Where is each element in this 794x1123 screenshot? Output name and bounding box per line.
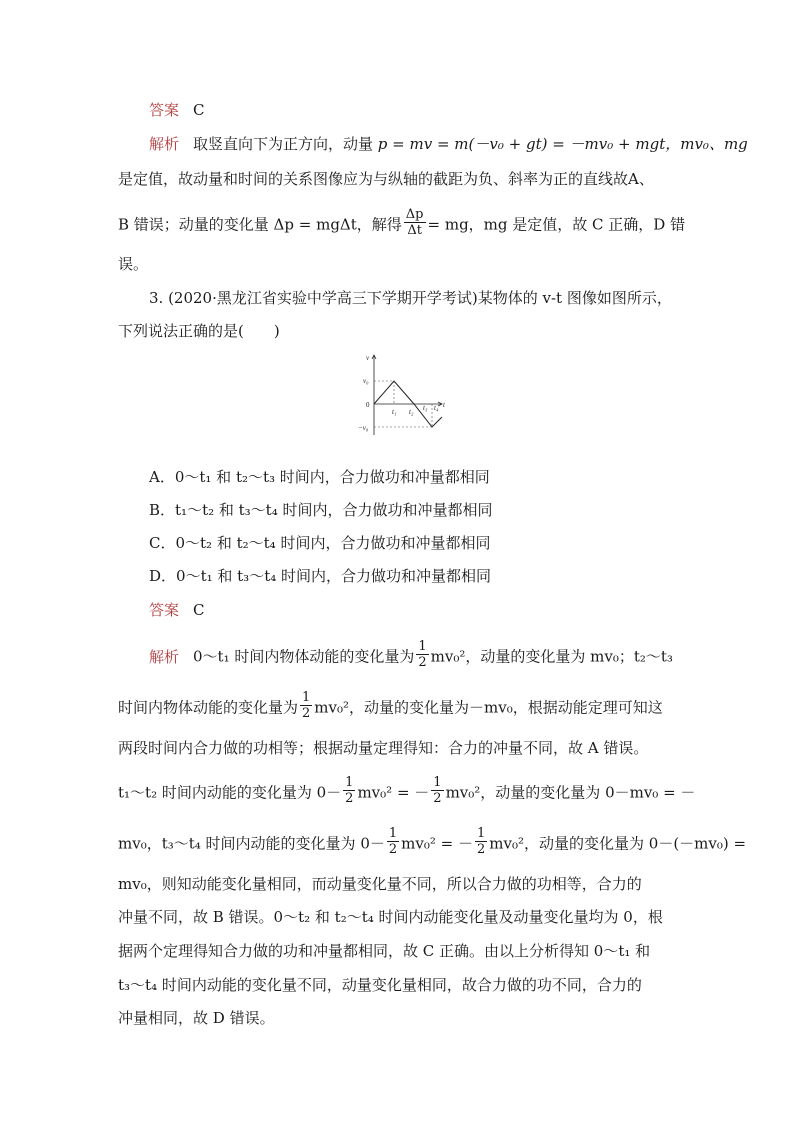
q2-answer-label: 答案 [149, 101, 180, 119]
fraction-numerator: 1 [302, 690, 311, 705]
t-axis-label: t [443, 401, 445, 409]
q3-stem-line-2: 下列说法正确的是( ) [118, 322, 280, 340]
q3-analysis-line-7: 冲量不同，故 B 错误。0～t₂ 和 t₂～t₄ 时间内动能变化量及动量变化量均为 0，根 [118, 908, 663, 926]
v-t-graph [358, 352, 446, 442]
q2-answer-line [149, 100, 205, 120]
option-d[interactable]: D．0～t₁ 和 t₃～t₄ 时间内，合力做功和冲量都相同 [149, 567, 491, 585]
q2-analysis-label: 解析 [149, 135, 180, 153]
q3-a1-a: 0～t₁ 时间内物体动能的变化量为 [193, 647, 415, 666]
q2-analysis-l1-text: 取竖直向下为正方向，动量 [193, 135, 378, 153]
q3-analysis-label: 解析 [149, 647, 180, 666]
q2-analysis-line-3 [118, 207, 686, 241]
neg-v0-label: −v₀ [358, 424, 369, 432]
half-fraction [387, 826, 399, 857]
q2-analysis-line-4: 误。 [118, 255, 149, 273]
q3-analysis-line-10: 冲量相同，故 D 错误。 [118, 1009, 275, 1027]
t4-label: t₄ [434, 404, 439, 412]
fraction-denominator: 2 [433, 791, 442, 806]
fraction-numerator: 1 [477, 826, 486, 841]
option-a[interactable]: A．0～t₁ 和 t₂～t₃ 时间内，合力做功和冲量都相同 [149, 468, 490, 486]
q3-analysis-line-5 [118, 826, 747, 860]
q2-analysis-line-2: 是定值，故动量和时间的关系图像应为与纵轴的截距为负、斜率为正的直线故A、 [118, 170, 654, 188]
fraction-denominator: 2 [388, 842, 398, 857]
half-fraction [431, 775, 443, 806]
t2-label: t₂ [409, 408, 414, 416]
t1-label: t₁ [392, 408, 397, 416]
fraction-numerator: 1 [433, 775, 442, 790]
q2-analysis-line-1 [149, 134, 748, 154]
q3-stem-line-1: 3. (2020·黑龙江省实验中学高三下学期开学考试)某物体的 v-t 图像如图所示， [149, 289, 672, 307]
q2-analysis-l3-b: = mg，mg 是定值，故 C 正确，D 错 [427, 215, 686, 234]
q3-analysis-line-2 [118, 690, 663, 724]
fraction-denominator: Δt [407, 223, 422, 238]
fraction-denominator: 2 [302, 706, 311, 721]
q3-answer-label: 答案 [149, 601, 180, 619]
q3-answer-value: C [193, 601, 205, 619]
q3-a5-a: mv₀，t₃～t₄ 时间内动能的变化量为 0－ [118, 834, 385, 853]
q3-answer-line [149, 600, 205, 620]
q3-analysis-line-9: t₃～t₄ 时间内动能的变化量不同，动量变化量相同，故合力做的功不同，合力的 [118, 976, 642, 994]
q3-analysis-line-6: mv₀，则知动能变化量相同，而动量变化量不同，所以合力做的功相等，合力的 [118, 875, 642, 893]
option-b[interactable]: B．t₁～t₂ 和 t₃～t₄ 时间内，合力做功和冲量都相同 [149, 501, 493, 519]
q2-analysis-l1-formula: p = mv = m(－v₀ + gt) = －mv₀ + mgt，mv₀、mg [377, 135, 748, 153]
q3-a2-b: mv₀²，动量的变化量为－mv₀，根据动能定理可知这 [314, 698, 663, 717]
q3-a4-c: mv₀²，动量的变化量为 0－mv₀ = － [445, 783, 696, 802]
fraction-numerator: Δp [405, 207, 424, 222]
q3-a5-b: mv₀² = － [401, 834, 473, 853]
fraction-denominator: 2 [418, 655, 427, 670]
fraction-numerator: 1 [418, 639, 427, 654]
fraction-numerator: 1 [388, 826, 398, 841]
q3-analysis-line-4 [118, 775, 696, 809]
option-c[interactable]: C．0～t₂ 和 t₂～t₄ 时间内，合力做功和冲量都相同 [149, 534, 491, 552]
fraction-numerator: 1 [345, 775, 354, 790]
q3-analysis-line-3: 两段时间内合力做的功相等；根据动量定理得知：合力的冲量不同，故 A 错误。 [118, 739, 649, 757]
half-fraction [416, 639, 428, 670]
q3-a5-c: mv₀²，动量的变化量为 0－(－mv₀) = [489, 834, 747, 853]
q3-analysis-line-1 [149, 639, 673, 673]
half-fraction [343, 775, 355, 806]
t3-label: t₃ [423, 404, 428, 412]
half-fraction [300, 690, 312, 721]
q3-analysis-line-8: 据两个定理得知合力做的功和冲量都相同，故 C 正确。由以上分析得知 0～t₁ 和 [118, 942, 651, 960]
v-axis-label: v [366, 354, 370, 362]
origin-label: 0 [366, 401, 370, 409]
half-fraction [475, 826, 487, 857]
delta-p-over-delta-t-fraction [404, 207, 426, 238]
v0-label: v₀ [363, 377, 369, 385]
q3-a2-a: 时间内物体动能的变化量为 [118, 698, 299, 717]
q2-answer-value: C [193, 101, 205, 119]
q3-a1-b: mv₀²，动量的变化量为 mv₀；t₂～t₃ [430, 647, 673, 666]
q3-a4-b: mv₀² = － [357, 783, 430, 802]
q3-a4-a: t₁～t₂ 时间内动能的变化量为 0－ [118, 783, 342, 802]
fraction-denominator: 2 [477, 842, 486, 857]
fraction-denominator: 2 [345, 791, 354, 806]
q2-analysis-l3-a: B 错误；动量的变化量 Δp = mgΔt，解得 [118, 215, 402, 234]
